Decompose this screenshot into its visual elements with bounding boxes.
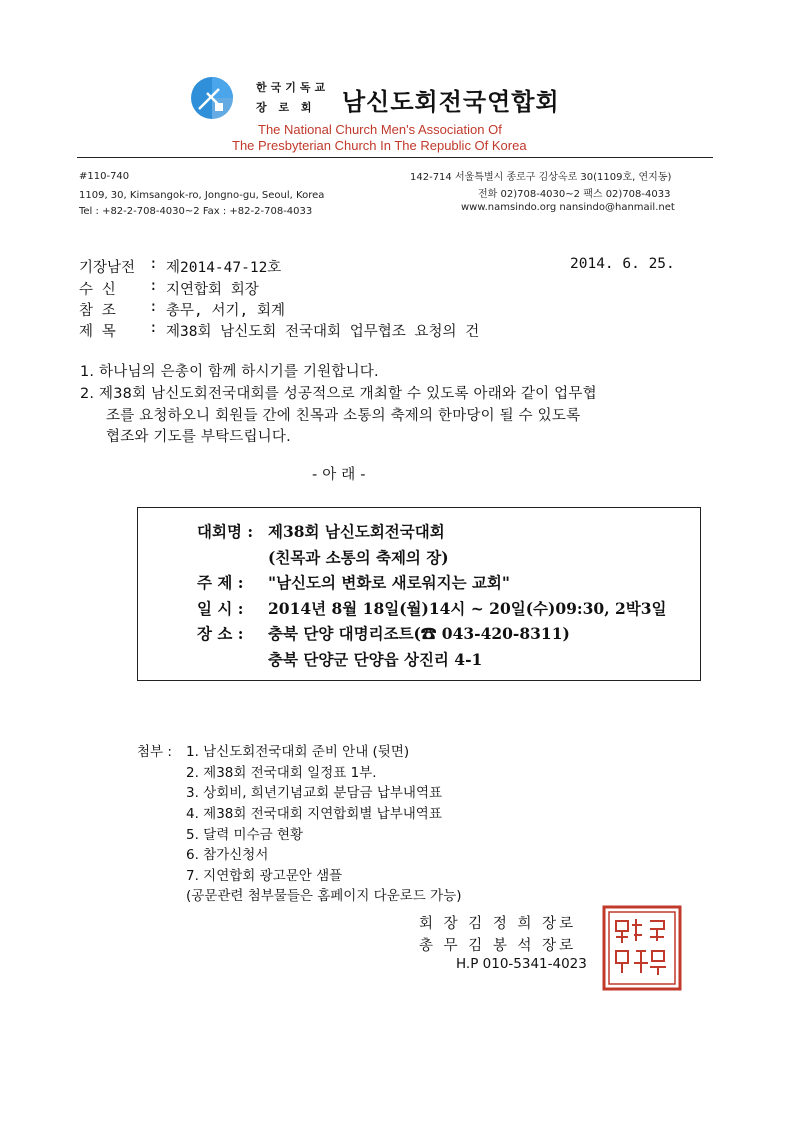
subject-label: 제 목 bbox=[79, 324, 116, 340]
recipient-label: 수 신 bbox=[79, 282, 116, 298]
org-name: 남신도회전국연합회 bbox=[342, 87, 560, 116]
body-paragraph-2-line3: 협조와 기도를 부탁드립니다. bbox=[106, 429, 291, 445]
event-venue-label: 장 소 : bbox=[197, 624, 244, 643]
attachment-item: 1. 남신도회전국대회 준비 안내 (뒷면) bbox=[186, 744, 410, 760]
recipient: 지연합회 회장 bbox=[166, 282, 259, 298]
event-subtitle: (친목과 소통의 축제의 장) bbox=[268, 548, 449, 567]
below-heading: - 아 래 - bbox=[312, 467, 366, 483]
address-right-web: www.namsindo.org nansindo@hanmail.net bbox=[461, 202, 675, 213]
body-paragraph-1: 1. 하나님의 은총이 함께 하시기를 기원합니다. bbox=[80, 364, 379, 380]
event-address: 충북 단양군 단양읍 상진리 4-1 bbox=[268, 650, 483, 669]
attachments-label: 첨부 : bbox=[137, 744, 172, 760]
address-left-zip: #110-740 bbox=[79, 171, 130, 182]
body-paragraph-2-line2: 조를 요청하오니 회원들 간에 친목과 소통의 축제의 한마당이 될 수 있도록 bbox=[106, 408, 581, 424]
org-line1: 한국기독교 bbox=[256, 81, 330, 94]
event-date: 2014년 8월 18일(월)14시 ~ 20일(수)09:30, 2박3일 bbox=[268, 599, 667, 618]
address-right-street: 142-714 서울특별시 종로구 김상옥로 30(1109호, 연지동) bbox=[410, 172, 672, 183]
attachment-item: 2. 제38회 전국대회 일정표 1부. bbox=[186, 765, 377, 781]
event-name: 제38회 남신도회전국대회 bbox=[268, 522, 445, 541]
doc-number: 제2014-47-12호 bbox=[166, 260, 282, 276]
reference-label: 참 조 bbox=[79, 303, 116, 319]
signature-phone: H.P 010-5341-4023 bbox=[456, 956, 587, 972]
doc-number-label: 기장남전 bbox=[79, 260, 136, 276]
attachment-item: 3. 상회비, 희년기념교회 분담금 납부내역표 bbox=[186, 785, 443, 801]
english-name-line2: The Presbyterian Church In The Republic Of Korea bbox=[232, 138, 527, 153]
subject: 제38회 남신도회 전국대회 업무협조 요청의 건 bbox=[166, 324, 480, 340]
org-line2: 장 로 회 bbox=[256, 101, 316, 114]
english-name-line1: The National Church Men's Association Of bbox=[258, 122, 502, 137]
official-seal-icon bbox=[602, 905, 682, 991]
event-date-label: 일 시 : bbox=[197, 599, 244, 618]
event-name-label: 대회명 : bbox=[197, 522, 254, 541]
reference: 총무, 서기, 회계 bbox=[166, 303, 285, 319]
body-paragraph-2-line1: 2. 제38회 남신도회전국대회를 성공적으로 개최할 수 있도록 아래와 같이 업무협 bbox=[80, 386, 597, 402]
event-theme-label: 주 제 : bbox=[197, 573, 244, 592]
attachment-item: 6. 참가신청서 bbox=[186, 847, 269, 863]
doc-date: 2014. 6. 25. bbox=[570, 256, 675, 272]
event-venue: 충북 단양 대명리조트(☎ 043-420-8311) bbox=[268, 624, 570, 643]
signature-secretary: 총 무 김 봉 석 장로 bbox=[419, 938, 577, 954]
signature-president: 회 장 김 정 희 장로 bbox=[419, 916, 577, 932]
address-left-phone: Tel : +82-2-708-4030~2 Fax : +82-2-708-4033 bbox=[79, 206, 313, 217]
address-right-phone: 전화 02)708-4030~2 팩스 02)708-4033 bbox=[478, 189, 671, 200]
attachment-item: 4. 제38회 전국대회 지연합회별 납부내역표 bbox=[186, 806, 442, 822]
address-left-street: 1109, 30, Kimsangok-ro, Jongno-gu, Seoul, Korea bbox=[79, 190, 325, 201]
attachments-note: (공문관련 첨부물들은 홈페이지 다운로드 가능) bbox=[186, 888, 462, 904]
header-divider bbox=[77, 157, 713, 158]
event-theme: "남신도의 변화로 새로워지는 교회" bbox=[268, 573, 510, 592]
globe-cross-logo-icon bbox=[189, 75, 235, 121]
attachment-item: 5. 달력 미수금 현황 bbox=[186, 827, 304, 843]
attachment-item: 7. 지연합회 광고문안 샘플 bbox=[186, 868, 343, 884]
